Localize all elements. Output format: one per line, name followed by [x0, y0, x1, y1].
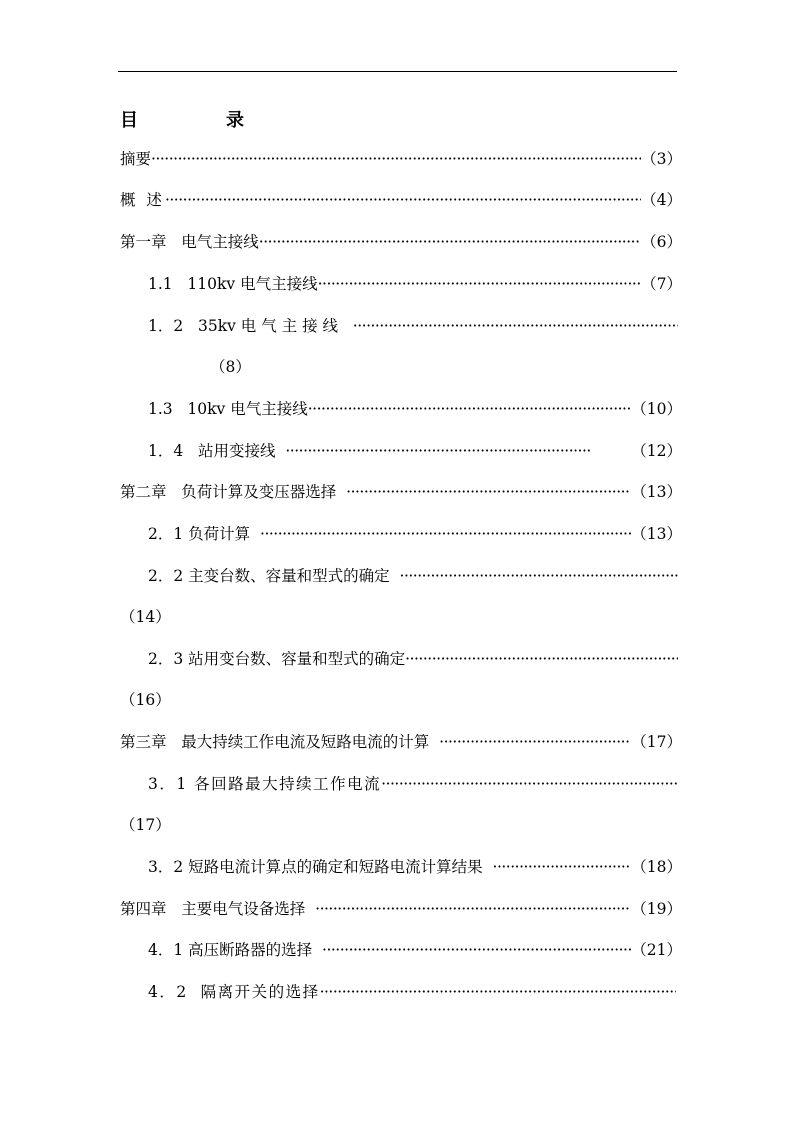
toc-title-char-2: 录 [226, 110, 244, 131]
toc-leader [346, 481, 631, 503]
toc-entry-3-2[interactable] [148, 856, 682, 878]
toc-entry-page-wrapped: （17） [120, 816, 171, 834]
toc-entry-page: （17） [631, 733, 682, 751]
toc-entry-1-2-page [210, 356, 251, 378]
toc-entry-text: 第二章 负荷计算及变压器选择 [120, 483, 347, 501]
toc-entry-page: （3） [641, 150, 682, 168]
toc-entry-2-3[interactable] [148, 648, 678, 670]
toc-entry-1-1[interactable] [148, 273, 682, 295]
toc-leader [493, 856, 632, 878]
toc-entry-text: 3．2 短路电流计算点的确定和短路电流计算结果 [148, 858, 493, 876]
toc-leader [285, 440, 591, 462]
toc-entry-4-2[interactable] [148, 981, 676, 1003]
toc-entry-text: 4．1 高压断路器的选择 [148, 941, 323, 959]
toc-entry-page: （18） [631, 858, 682, 876]
toc-leader [439, 731, 631, 753]
toc-leader [320, 981, 676, 1003]
toc-entry-2-3-page [120, 689, 171, 711]
toc-entry-text: 第四章 主要电气设备选择 [120, 900, 316, 918]
toc-entry-page: （6） [641, 233, 682, 251]
toc-leader [165, 189, 641, 211]
toc-entry-abstract[interactable] [120, 148, 682, 170]
toc-entry-text: 4．2 隔离开关的选择 [148, 983, 320, 1001]
toc-entry-text: 2．1 负荷计算 [148, 525, 261, 543]
toc-entry-text: 摘要 [120, 150, 152, 168]
toc-leader [260, 523, 631, 545]
toc-entry-text: 第三章 最大持续工作电流及短路电流的计算 [120, 733, 440, 751]
toc-entry-page-wrapped: （16） [120, 691, 171, 709]
toc-entry-page: （21） [631, 941, 682, 959]
toc-entry-page: （13） [631, 525, 682, 543]
header-rule [118, 71, 677, 72]
toc-entry-page-wrapped: （8） [210, 358, 251, 376]
toc-entry-text: 1.1 110kv 电气主接线 [148, 275, 318, 293]
toc-entry-2-2[interactable] [148, 565, 678, 587]
toc-title [120, 106, 244, 132]
toc-leader [151, 148, 641, 170]
toc-entry-page: （7） [641, 275, 682, 293]
toc-entry-chapter-1[interactable] [120, 231, 682, 253]
toc-leader [353, 315, 678, 337]
toc-entry-text: 第一章 电气主接线 [120, 233, 259, 251]
toc-entry-2-2-page [120, 606, 171, 628]
toc-entry-1-4[interactable] [148, 440, 682, 462]
toc-leader [381, 773, 678, 795]
toc-entry-1-3[interactable] [148, 398, 682, 420]
toc-entry-text: 1.3 10kv 电气主接线 [148, 400, 308, 418]
toc-leader [308, 398, 632, 420]
toc-entry-4-1[interactable] [148, 939, 682, 961]
toc-leader [322, 939, 631, 961]
toc-leader [318, 273, 642, 295]
toc-entry-text: 2．3 站用变台数、容量和型式的确定 [148, 650, 406, 668]
toc-title-char-1: 目 [120, 110, 138, 131]
toc-entry-page: （10） [631, 400, 682, 418]
toc-entry-1-2[interactable] [148, 315, 678, 337]
toc-entry-chapter-2[interactable] [120, 481, 682, 503]
toc-entry-3-1[interactable] [148, 773, 678, 795]
toc-entry-text: 3．1 各回路最大持续工作电流 [148, 775, 382, 793]
toc-entry-text: 2．2 主变台数、容量和型式的确定 [148, 567, 400, 585]
toc-leader [400, 565, 678, 587]
toc-entry-page-wrapped: （14） [120, 608, 171, 626]
toc-entry-page: （12） [621, 442, 682, 460]
toc-entry-text: 1．2 35kv 电 气 主 接 线 [148, 317, 353, 335]
toc-leader [405, 648, 678, 670]
toc-leader [315, 898, 631, 920]
toc-entry-text: 概 述 [120, 191, 165, 209]
toc-entry-page: （19） [631, 900, 682, 918]
toc-entry-chapter-3[interactable] [120, 731, 682, 753]
toc-entry-text: 1．4 站用变接线 [148, 442, 286, 460]
toc-entry-page: （4） [641, 191, 682, 209]
toc-entry-chapter-4[interactable] [120, 898, 682, 920]
toc-entry-2-1[interactable] [148, 523, 682, 545]
toc-entry-3-1-page [120, 814, 171, 836]
toc-entry-overview[interactable] [120, 189, 682, 211]
toc-entry-page: （13） [631, 483, 682, 501]
toc-leader [259, 231, 641, 253]
